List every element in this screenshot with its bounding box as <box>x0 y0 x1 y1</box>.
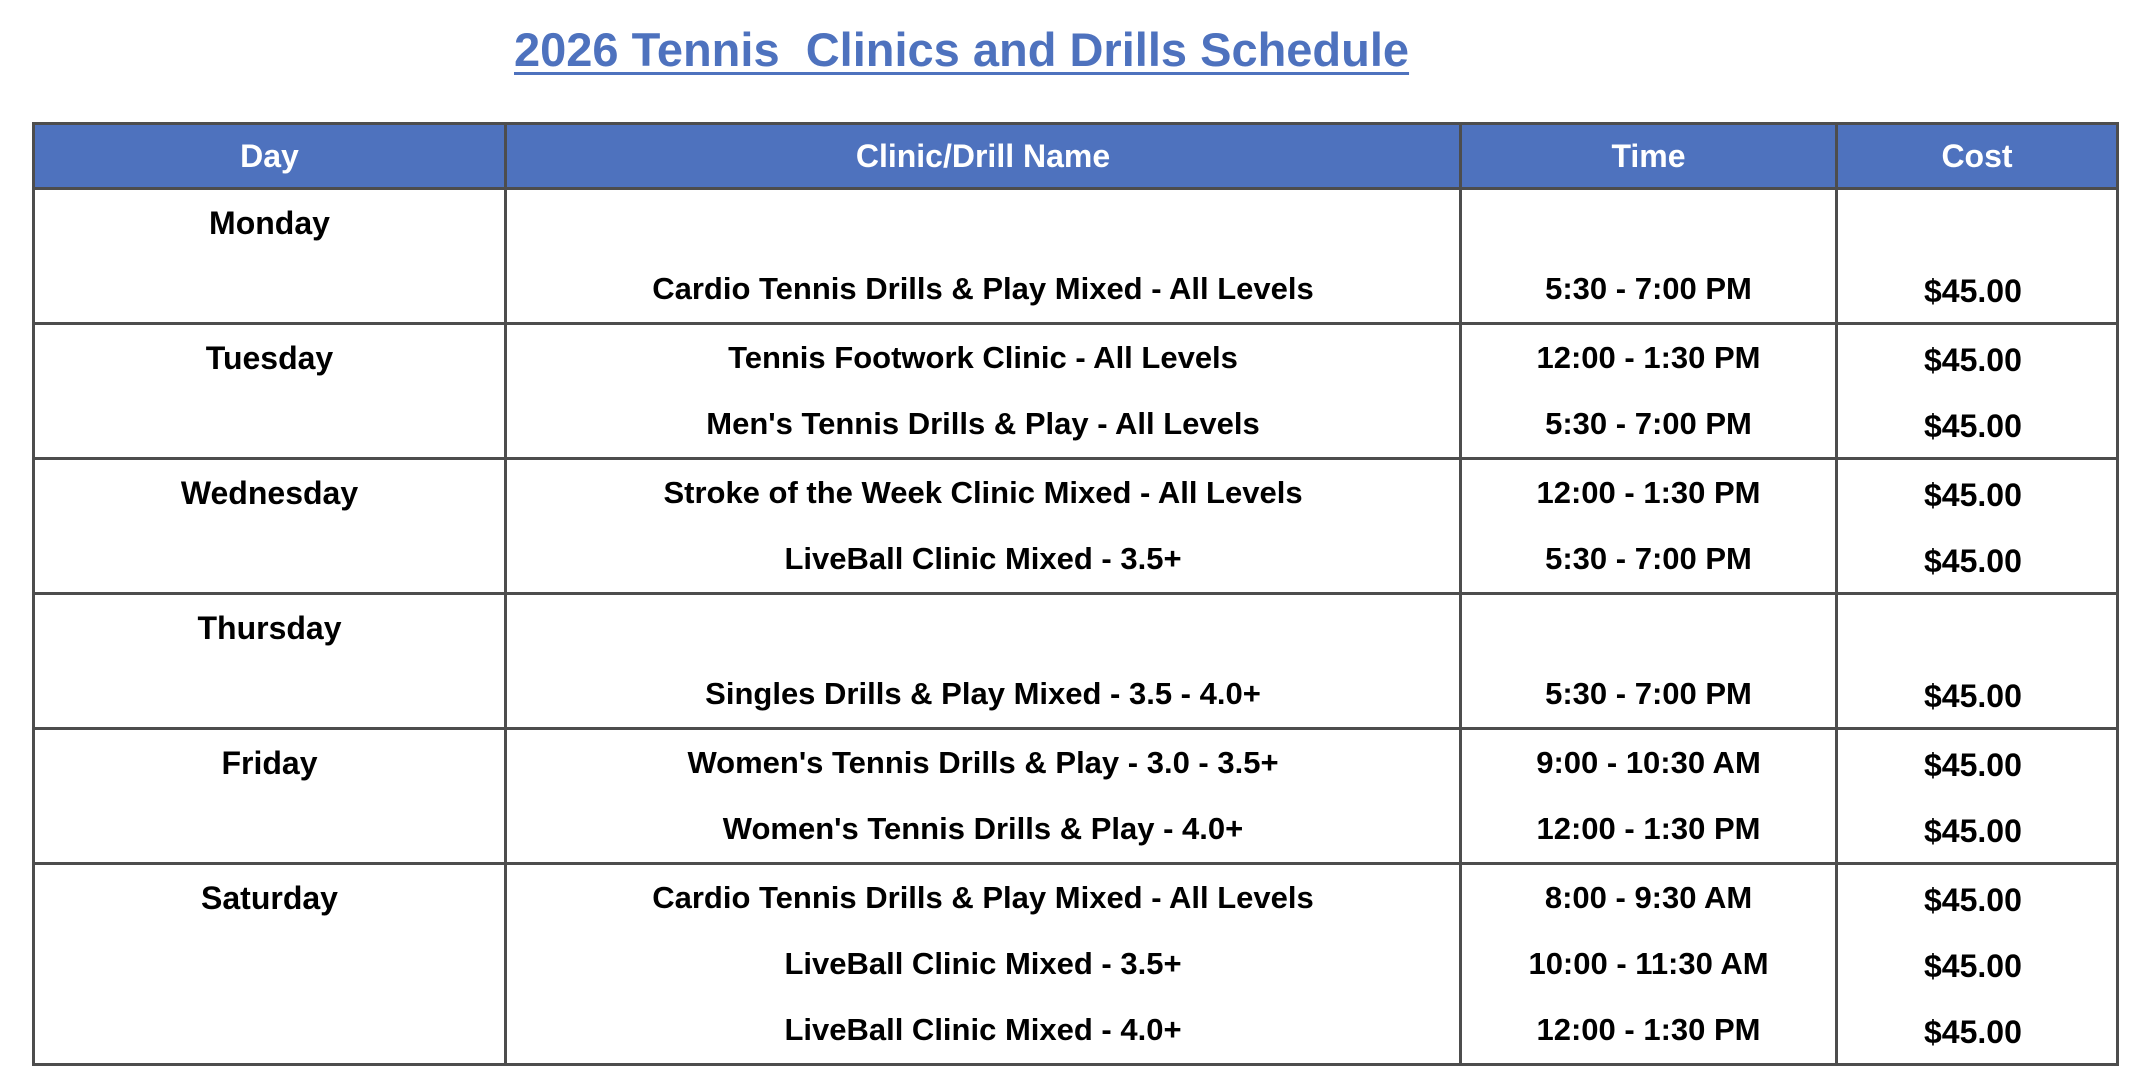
clinic-time: 12:00 - 1:30 PM <box>1536 340 1761 375</box>
clinic-time: 5:30 - 7:00 PM <box>1545 271 1752 306</box>
clinic-cost <box>1838 597 2116 663</box>
table-row-friday <box>34 729 2118 864</box>
time-cell <box>1461 459 1837 594</box>
clinic-name: Women's Tennis Drills & Play - 4.0+ <box>722 811 1244 846</box>
time-cell <box>1461 594 1837 729</box>
clinic-name <box>507 190 1459 256</box>
clinic-time: 9:00 - 10:30 AM <box>1536 745 1761 780</box>
clinic-time: 8:00 - 9:30 AM <box>1544 880 1753 915</box>
clinic-time: 5:30 - 7:00 PM <box>1545 676 1752 711</box>
table-row-saturday <box>34 864 2118 1065</box>
clinic-cost: $45.00 <box>1924 678 2022 714</box>
table-row-wednesday <box>34 459 2118 594</box>
table-row-tuesday <box>34 324 2118 459</box>
time-cell <box>1461 729 1837 864</box>
clinic-time: 10:00 - 11:30 AM <box>1528 946 1769 981</box>
day-label: Tuesday <box>205 340 334 376</box>
time-cell <box>1461 324 1837 459</box>
day-label: Friday <box>221 745 318 781</box>
clinic-cost: $45.00 <box>1924 543 2022 579</box>
day-label: Saturday <box>201 880 338 916</box>
clinic-time: 5:30 - 7:00 PM <box>1545 541 1752 576</box>
clinic-name: Cardio Tennis Drills & Play Mixed - All Levels <box>652 271 1314 306</box>
cost-cell <box>1837 189 2118 324</box>
day-cell <box>34 594 506 729</box>
name-cell <box>506 594 1461 729</box>
clinic-cost: $45.00 <box>1924 477 2022 513</box>
clinic-name: Singles Drills & Play Mixed - 3.5 - 4.0+ <box>705 676 1261 711</box>
day-label: Thursday <box>197 610 342 646</box>
clinic-name: Cardio Tennis Drills & Play Mixed - All Levels <box>652 880 1314 915</box>
clinic-time: 5:30 - 7:00 PM <box>1545 406 1752 441</box>
time-cell <box>1461 864 1837 1065</box>
cost-cell <box>1837 324 2118 459</box>
column-header-day: Day <box>34 124 506 189</box>
clinic-name: LiveBall Clinic Mixed - 4.0+ <box>784 1012 1182 1047</box>
clinic-name: Women's Tennis Drills & Play - 3.0 - 3.5+ <box>687 745 1279 780</box>
name-cell <box>506 729 1461 864</box>
clinic-time: 12:00 - 1:30 PM <box>1536 1012 1761 1047</box>
clinic-cost: $45.00 <box>1924 882 2022 918</box>
table-header-row <box>34 124 2118 189</box>
clinic-cost: $45.00 <box>1924 1014 2022 1050</box>
cost-cell <box>1837 729 2118 864</box>
clinic-cost: $45.00 <box>1924 948 2022 984</box>
schedule-table <box>32 122 2119 1066</box>
clinic-cost: $45.00 <box>1924 747 2022 783</box>
clinic-cost: $45.00 <box>1924 813 2022 849</box>
day-cell <box>34 324 506 459</box>
name-cell <box>506 324 1461 459</box>
day-cell <box>34 864 506 1065</box>
table-row-monday <box>34 189 2118 324</box>
clinic-time <box>1462 190 1835 256</box>
page-title: 2026 Tennis Clinics and Drills Schedule <box>514 23 1410 76</box>
clinic-name: Men's Tennis Drills & Play - All Levels <box>706 406 1260 441</box>
column-header-cost: Cost <box>1837 124 2118 189</box>
clinic-name: LiveBall Clinic Mixed - 3.5+ <box>784 946 1182 981</box>
name-cell <box>506 864 1461 1065</box>
clinic-time: 12:00 - 1:30 PM <box>1536 475 1761 510</box>
cost-cell <box>1837 594 2118 729</box>
clinic-time <box>1462 595 1835 661</box>
table-row-thursday <box>34 594 2118 729</box>
clinic-name: Stroke of the Week Clinic Mixed - All Levels <box>663 475 1303 510</box>
day-label: Monday <box>209 205 330 241</box>
name-cell <box>506 189 1461 324</box>
time-cell <box>1461 189 1837 324</box>
clinic-time: 12:00 - 1:30 PM <box>1536 811 1761 846</box>
clinic-cost: $45.00 <box>1924 408 2022 444</box>
cost-cell <box>1837 864 2118 1065</box>
clinic-name: LiveBall Clinic Mixed - 3.5+ <box>784 541 1182 576</box>
clinic-cost <box>1838 192 2116 258</box>
day-cell <box>34 189 506 324</box>
column-header-name: Clinic/Drill Name <box>506 124 1461 189</box>
clinic-name: Tennis Footwork Clinic - All Levels <box>728 340 1238 375</box>
name-cell <box>506 459 1461 594</box>
clinic-cost: $45.00 <box>1924 342 2022 378</box>
column-header-time: Time <box>1461 124 1837 189</box>
cost-cell <box>1837 459 2118 594</box>
clinic-name <box>507 595 1459 661</box>
day-cell <box>34 729 506 864</box>
day-cell <box>34 459 506 594</box>
day-label: Wednesday <box>180 475 359 511</box>
clinic-cost: $45.00 <box>1924 273 2022 309</box>
